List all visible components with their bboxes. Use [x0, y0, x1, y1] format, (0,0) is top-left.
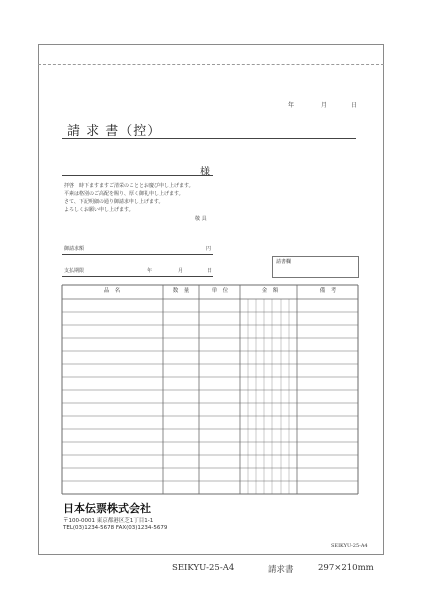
table-header-item: 品 名 — [103, 288, 121, 294]
closing-text: 敬 具 — [195, 216, 207, 222]
greeting-line-2: 平素は格別のご高配を賜り、厚く御礼申し上げます。 — [64, 191, 184, 197]
caption-size: 297×210mm — [318, 563, 374, 573]
table-header-unit: 単 位 — [211, 288, 229, 294]
due-month-label: 月 — [178, 268, 184, 274]
date-month-label: 月 — [321, 102, 328, 109]
due-year-label: 年 — [147, 268, 153, 274]
company-address: 〒100-0001 東京都港区芝1丁目1-1 — [63, 518, 154, 524]
recipient-suffix: 様 — [200, 167, 210, 178]
greeting-line-3: さて、下記明細の通り御請求申し上げます。 — [64, 199, 164, 205]
due-day-label: 日 — [207, 268, 213, 274]
amount-unit: 円 — [206, 246, 212, 252]
company-name: 日本伝票株式会社 — [63, 502, 151, 515]
date-day-label: 日 — [351, 102, 358, 109]
greeting-line-4: よろしくお願い申し上げます。 — [64, 207, 134, 213]
company-contact: TEL(03)1234-5678 FAX(03)1234-5679 — [63, 525, 168, 531]
sheet-code: SEIKYU-25-A4 — [331, 543, 368, 549]
form-title: 請 求 書（控） — [67, 124, 162, 139]
caption-name: 請求書 — [268, 565, 294, 575]
table-header-remarks: 備 考 — [319, 288, 337, 294]
stamp-label: 請書欄 — [276, 259, 292, 265]
caption-code: SEIKYU-25-A4 — [172, 563, 235, 573]
due-label: 支払期限 — [64, 268, 85, 274]
amount-label: 御請求額 — [64, 246, 85, 252]
date-year-label: 年 — [288, 102, 295, 109]
table-header-quantity: 数 量 — [172, 288, 190, 294]
table-header-amount: 金 額 — [261, 288, 279, 294]
greeting-line-1: 拝啓 時下ますますご清栄のこととお慶び申し上げます。 — [64, 183, 194, 189]
